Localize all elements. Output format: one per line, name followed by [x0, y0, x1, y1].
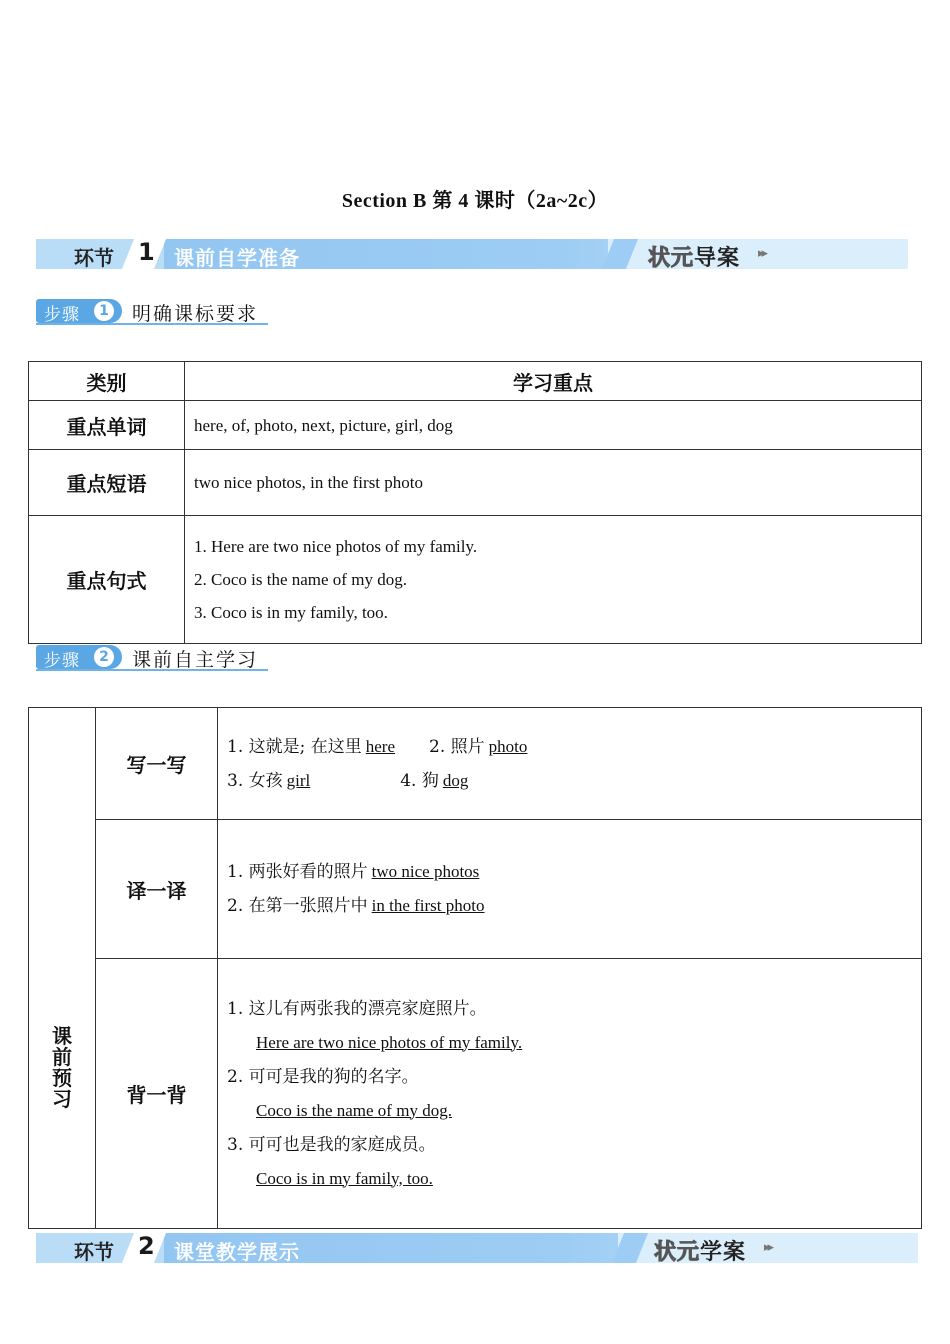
step-title: 明确课标要求	[132, 303, 259, 325]
banner-right-bold: 导案	[694, 246, 741, 269]
banner-right-outline: 状元	[654, 1240, 701, 1263]
row-line: 2. Coco is the name of my dog.	[194, 570, 407, 589]
answer: Coco is in my family, too.	[256, 1168, 433, 1188]
question: 2. 可可是我的狗的名字。	[227, 1066, 419, 1087]
row-line: two nice photos, in the first photo	[194, 473, 424, 492]
banner-right-bold: 学案	[700, 1240, 747, 1263]
recite-label: 背一背	[96, 959, 218, 1229]
section-banner-2	[36, 1233, 918, 1263]
row-line: 3. Coco is in my family, too.	[194, 603, 388, 622]
question: 1. 两张好看的照片	[227, 862, 368, 882]
table-row	[29, 959, 922, 1229]
step-pill	[36, 645, 122, 669]
step-label-1	[36, 299, 268, 325]
row-label: 重点短语	[29, 450, 185, 516]
answer-line	[227, 1026, 921, 1060]
step-number: 2	[94, 647, 114, 667]
side-label: 课前预习	[52, 1024, 72, 1111]
question: 1. 这就是; 在这里	[227, 736, 362, 757]
banner-prefix: 环节	[74, 246, 114, 269]
banner-right-outline: 状元	[648, 246, 695, 269]
row-label: 重点句式	[29, 516, 185, 644]
answer: Coco is the name of my dog.	[256, 1100, 452, 1120]
step-label-2	[36, 645, 268, 671]
step-title: 课前自主学习	[132, 649, 259, 671]
list-item	[227, 764, 921, 798]
section-banner-1	[36, 239, 908, 269]
row-value	[185, 450, 922, 516]
side-label-cell	[29, 708, 96, 1229]
translate-label: 译一译	[96, 820, 218, 959]
answer: in the first photo	[371, 896, 485, 915]
write-label: 写一写	[96, 708, 218, 820]
question: 4. 狗	[400, 770, 439, 791]
banner-right-text	[648, 241, 740, 269]
question: 2. 在第一张照片中	[227, 896, 368, 916]
list-item	[227, 889, 921, 923]
question: 3. 女孩	[227, 770, 283, 791]
table-row	[29, 516, 922, 644]
table-row	[29, 708, 922, 820]
step-number: 1	[94, 301, 114, 321]
banner-title: 课前自学准备	[174, 246, 300, 269]
answer: Here are two nice photos of my family.	[256, 1032, 523, 1052]
write-content	[218, 708, 922, 820]
requirements-table	[28, 361, 922, 644]
banner-right-text	[654, 1235, 746, 1263]
answer-line	[227, 1094, 921, 1128]
list-item	[227, 855, 921, 889]
question: 1. 这儿有两张我的漂亮家庭照片。	[227, 998, 487, 1019]
row-line: here, of, photo, next, picture, girl, dog	[194, 415, 453, 435]
table-row	[29, 401, 922, 450]
table-row	[29, 450, 922, 516]
banner-number: 1	[138, 239, 155, 266]
step-pill	[36, 299, 122, 323]
list-item	[227, 730, 921, 764]
answer: girl	[286, 770, 311, 790]
banner-number: 2	[138, 1233, 155, 1260]
double-arrow-icon: ▸▸	[758, 246, 766, 261]
row-value	[185, 516, 922, 644]
answer: photo	[488, 736, 528, 756]
recite-content	[218, 959, 922, 1229]
header-category: 类别	[29, 362, 185, 401]
row-label: 重点单词	[29, 401, 185, 450]
question: 2. 照片	[429, 736, 485, 757]
preview-table	[28, 707, 922, 1229]
banner-title: 课堂教学展示	[174, 1240, 300, 1263]
row-value	[185, 401, 922, 450]
step-word: 步骤	[44, 651, 80, 671]
page-title: Section B 第 4 课时（2a~2c）	[341, 190, 609, 212]
translate-content	[218, 820, 922, 959]
answer: two nice photos	[371, 862, 480, 881]
double-arrow-icon: ▸▸	[764, 1240, 772, 1255]
table-header-row	[29, 362, 922, 401]
banner-prefix: 环节	[74, 1240, 114, 1263]
answer-line	[227, 1162, 921, 1196]
question: 3. 可可也是我的家庭成员。	[227, 1134, 436, 1155]
table-row	[29, 820, 922, 959]
answer: dog	[442, 770, 469, 790]
answer: here	[365, 736, 396, 756]
header-focus: 学习重点	[185, 362, 922, 401]
row-line: 1. Here are two nice photos of my family.	[194, 537, 478, 556]
step-word: 步骤	[44, 305, 80, 325]
